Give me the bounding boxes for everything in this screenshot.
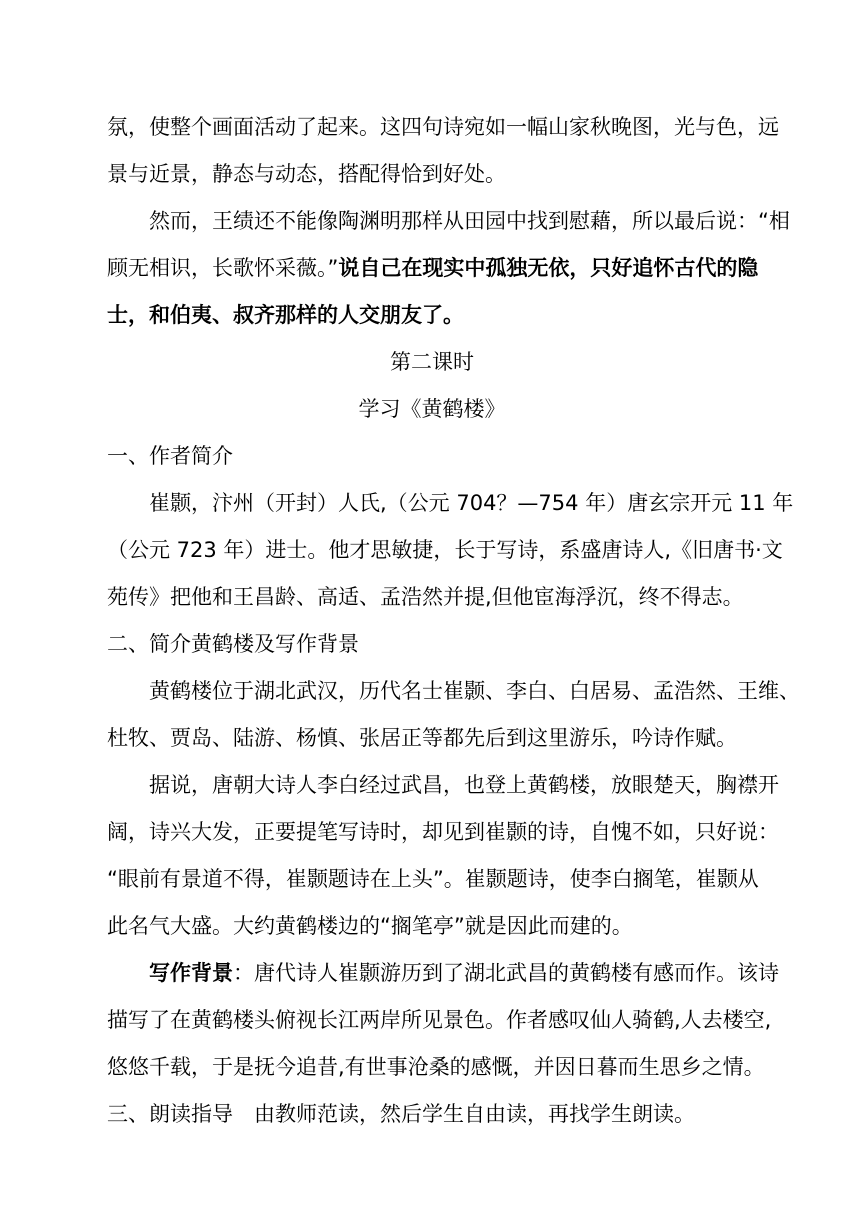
paragraph-line: （公元 723 年）进士。他才思敏捷，长于写诗，系盛唐诗人,《旧唐书·文 [107, 538, 783, 562]
section-heading: 一、作者简介 [107, 444, 233, 468]
quote-text: 顾无相识，长歌怀采薇。” [107, 256, 339, 280]
paragraph-line: 黄鹤楼位于湖北武汉，历代名士崔颢、李白、白居易、孟浩然、王维、 [149, 679, 800, 703]
label-bold: 写作背景 [149, 961, 233, 985]
paragraph-line: 氛，使整个画面活动了起来。这四句诗宛如一幅山家秋晚图，光与色，远 [107, 115, 779, 139]
paragraph-line: 描写了在黄鹤楼头俯视长江两岸所见景色。作者感叹仙人骑鹤,人去楼空, [107, 1008, 772, 1032]
paragraph-line: 崔颢，汴州（开封）人氏,（公元 704？—754 年）唐玄宗开元 11 年 [149, 491, 794, 515]
paragraph-line: 景与近景，静态与动态，搭配得恰到好处。 [107, 162, 506, 186]
paragraph-line-bold: 士，和伯夷、叔齐那样的人交朋友了。 [107, 303, 464, 327]
paragraph-line: 悠悠千载，于是抚今追昔,有世事沧桑的感慨，并因日暮而生思乡之情。 [107, 1055, 765, 1079]
lesson-title: 第二课时 [390, 350, 474, 374]
paragraph-line: 杜牧、贾岛、陆游、杨慎、张居正等都先后到这里游乐，吟诗作赋。 [107, 726, 737, 750]
paragraph-line: 然而，王绩还不能像陶渊明那样从田园中找到慰藉，所以最后说：“相 [149, 209, 790, 233]
paragraph-line: 阔，诗兴大发，正要提笔写诗时，却见到崔颢的诗，自愧不如，只好说： [107, 820, 779, 844]
paragraph-line: 据说，唐朝大诗人李白经过武昌，也登上黄鹤楼，放眼楚天，胸襟开 [149, 773, 779, 797]
section-heading: 三、朗读指导 由教师范读，然后学生自由读，再找学生朗读。 [107, 1102, 695, 1126]
paragraph-line: “眼前有景道不得，崔颢题诗在上头”。崔颢题诗，使李白搁笔，崔颢从 [107, 867, 759, 891]
paragraph-line: 苑传》把他和王昌龄、高适、孟浩然并提,但他宦海浮沉，终不得志。 [107, 585, 744, 609]
paragraph-line-mixed [149, 954, 779, 992]
bold-text: 说自己在现实中孤独无依，只好追怀古代的隐 [338, 256, 759, 280]
paragraph-line: 此名气大盛。大约黄鹤楼边的“搁笔亭”就是因此而建的。 [107, 914, 633, 938]
section-heading: 二、简介黄鹤楼及写作背景 [107, 632, 359, 656]
paragraph-line-mixed [107, 249, 757, 287]
lesson-subtitle: 学习《黄鹤楼》 [358, 397, 506, 421]
body-text: ：唐代诗人崔颢游历到了湖北武昌的黄鹤楼有感而作。该诗 [233, 961, 779, 985]
